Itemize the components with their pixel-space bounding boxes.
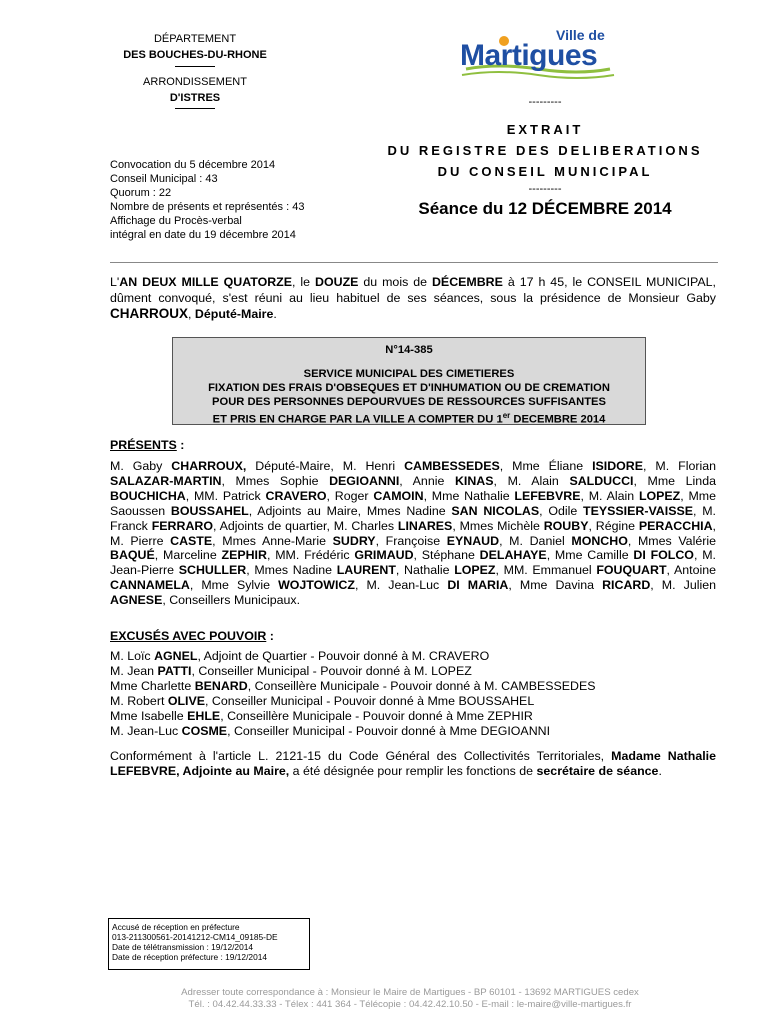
- text: , M. Julien: [650, 578, 716, 593]
- dashes: ---------: [528, 183, 562, 195]
- text: , Odile: [539, 503, 584, 518]
- convocation-line: Convocation du 5 décembre 2014: [110, 159, 276, 171]
- text: , M. Jean-Luc: [354, 578, 448, 593]
- text: , Annie: [399, 473, 455, 488]
- extrait-title: EXTRAIT: [506, 122, 584, 137]
- text: du mois de: [358, 275, 432, 289]
- text: M. Jean-Luc: [110, 724, 182, 738]
- presents-list: [110, 459, 716, 608]
- martigues-logo: [458, 25, 618, 87]
- subject-line: SERVICE MUNICIPAL DES CIMETIERES: [303, 368, 515, 380]
- text: , Françoise: [375, 533, 447, 548]
- text: , Mme Linda: [633, 473, 716, 488]
- convocation-line: Nombre de présents et représentés : 43: [110, 201, 305, 213]
- member-name: FERRARO: [151, 518, 213, 533]
- dashes: ---------: [528, 96, 562, 108]
- secretary-role: secrétaire de séance: [536, 764, 659, 778]
- text: L': [110, 275, 120, 289]
- member-name: LAURENT: [336, 563, 396, 578]
- member-name: KINAS: [454, 473, 494, 488]
- footer: [100, 987, 720, 1011]
- member-name: BOUCHICHA: [110, 488, 186, 503]
- mayor-name: CHARROUX: [110, 306, 189, 321]
- text: , MM. Patrick: [185, 488, 266, 503]
- excused-member: [110, 724, 716, 739]
- receipt-line: Date de réception préfecture : 19/12/2014: [112, 952, 268, 962]
- presents-heading: [110, 438, 184, 452]
- convocation-line: Quorum : 22: [110, 187, 172, 199]
- text: , Mmes Nadine: [246, 563, 337, 578]
- text: , Mme Éliane: [499, 459, 593, 473]
- member-name: LEFEBVRE: [514, 488, 581, 503]
- heading-text: PRÉSENTS: [110, 438, 177, 452]
- convocation-line: intégral en date du 19 décembre 2014: [110, 229, 296, 241]
- arrondissement-name: D'ISTRES: [169, 92, 221, 104]
- member-name: SALAZAR-MARTIN: [110, 473, 222, 488]
- extrait-header: [370, 96, 720, 219]
- subject-line: [173, 409, 645, 427]
- member-name: SCHULLER: [178, 563, 247, 578]
- text: .: [273, 307, 277, 321]
- member-name: BENARD: [194, 679, 248, 693]
- text: , Mmes Valérie: [627, 533, 716, 548]
- text: , M. Jean-Pierre: [110, 548, 716, 578]
- receipt-line: Date de télétransmission : 19/12/2014: [112, 942, 254, 952]
- heading-text: EXCUSÉS AVEC POUVOIR: [110, 629, 267, 643]
- member-name: SALDUCCI: [569, 473, 634, 488]
- text: , Conseillère Municipale - Pouvoir donné à Mme ZEPHIR: [220, 709, 533, 723]
- member-name: ZEPHIR: [221, 548, 267, 563]
- day-text: DOUZE: [315, 275, 359, 289]
- text: ET PRIS EN CHARGE PAR LA VILLE A COMPTER DU 1: [212, 413, 503, 426]
- deliberation-subject-box: [172, 337, 646, 425]
- member-name: LOPEZ: [638, 488, 681, 503]
- member-name: GRIMAUD: [354, 548, 414, 563]
- member-name: RICARD: [602, 578, 651, 593]
- separator: [95, 108, 295, 116]
- member-name: CAMBESSEDES: [404, 459, 500, 473]
- text: , Conseiller Municipal - Pouvoir donné à M. LOPEZ: [191, 664, 472, 678]
- member-name: BOUSSAHEL: [170, 503, 249, 518]
- text: M. Robert: [110, 694, 168, 708]
- text: , Conseillère Municipale - Pouvoir donné à M. CAMBESSEDES: [247, 679, 596, 693]
- member-name: LOPEZ: [454, 563, 496, 578]
- mayor-title: Député-Maire: [194, 307, 274, 321]
- receipt-line: 013-211300561-20141212-CM14_09185-DE: [112, 932, 278, 942]
- text: :: [266, 629, 274, 643]
- text: , Conseiller Municipal - Pouvoir donné à Mme DEGIOANNI: [227, 724, 551, 738]
- member-name: BAQUÉ: [110, 548, 155, 563]
- member-name: OLIVE: [167, 694, 206, 708]
- member-name: AGNEL: [154, 649, 198, 663]
- member-name: FOUQUART: [596, 563, 667, 578]
- member-name: CHARROUX,: [171, 459, 247, 473]
- text: Mme Isabelle: [110, 709, 188, 723]
- divider: [110, 262, 718, 263]
- member-name: EYNAUD: [446, 533, 500, 548]
- secretary-paragraph: [110, 749, 716, 779]
- excuses-heading: [110, 629, 274, 643]
- text: , Roger: [326, 488, 374, 503]
- text: , Marceline: [154, 548, 222, 563]
- member-name: ISIDORE: [592, 459, 644, 473]
- text: , Mmes Anne-Marie: [212, 533, 333, 548]
- deliberation-number: N°14-385: [385, 344, 433, 356]
- excuses-list: [110, 649, 716, 739]
- text: , MM. Emmanuel: [495, 563, 597, 578]
- member-name: CAMOIN: [373, 488, 424, 503]
- text: , MM. Frédéric: [266, 548, 355, 563]
- member-name: AGNESE: [110, 593, 163, 608]
- text: a été désignée pour remplir les fonctions de: [289, 764, 537, 778]
- text: Député-Maire, M. Henri: [246, 459, 405, 473]
- intro-paragraph: [110, 274, 716, 322]
- text: , M. Daniel: [499, 533, 572, 548]
- member-name: CANNAMELA: [110, 578, 190, 593]
- excused-member: [110, 694, 716, 709]
- text: , Adjoints de quartier, M. Charles: [212, 518, 398, 533]
- text: , Mme Camille: [546, 548, 634, 563]
- text: , Adjoints au Maire, Mmes Nadine: [248, 503, 452, 518]
- member-name: PATTI: [157, 664, 192, 678]
- seance-date: Séance du 12 DÉCEMBRE 2014: [418, 199, 672, 218]
- text: , Conseiller Municipal - Pouvoir donné à Mme BOUSSAHEL: [205, 694, 535, 708]
- text: , Conseillers Municipaux.: [162, 593, 301, 608]
- department-name: DES BOUCHES-DU-RHONE: [123, 49, 267, 61]
- member-name: SUDRY: [332, 533, 376, 548]
- text: , Adjoint de Quartier - Pouvoir donné à M. CRAVERO: [197, 649, 490, 663]
- month-text: DÉCEMBRE: [431, 275, 503, 289]
- logo-big-text: Martigues: [460, 39, 598, 72]
- member-name: CASTE: [170, 533, 213, 548]
- excused-member: [110, 679, 716, 694]
- member-name: SAN NICOLAS: [451, 503, 540, 518]
- member-name: DEGIOANNI: [329, 473, 400, 488]
- member-name: TEYSSIER-VAISSE: [583, 503, 693, 518]
- text: , M. Pierre: [110, 518, 716, 548]
- member-name: MONCHO: [571, 533, 628, 548]
- text: DECEMBRE 2014: [510, 413, 606, 426]
- text: .: [658, 764, 662, 778]
- text: M. Jean: [110, 664, 158, 678]
- subject-line: POUR DES PERSONNES DEPOURVUES DE RESSOURCES SUFFISANTES: [212, 396, 606, 408]
- excused-member: [110, 709, 716, 724]
- member-name: CRAVERO: [265, 488, 327, 503]
- member-name: LINARES: [397, 518, 453, 533]
- text: :: [176, 438, 185, 452]
- member-name: DI FOLCO: [633, 548, 694, 563]
- text: , Antoine: [666, 563, 716, 578]
- footer-contact: Tél. : 04.42.44.33.33 - Télex : 441 364 - Télécopie : 04.42.42.10.50 - E-mail : le-maire@ville-martigues.fr: [188, 999, 632, 1010]
- text: , Nathalie: [395, 563, 455, 578]
- text: M. Gaby: [110, 459, 172, 473]
- text: , le: [292, 275, 316, 289]
- text: , M. Alain: [580, 488, 639, 503]
- text: Mme Charlette: [110, 679, 195, 693]
- text: ,: [188, 307, 195, 321]
- text: , Mme Davina: [508, 578, 603, 593]
- text: , Mmes Michèle: [452, 518, 544, 533]
- text: , Mmes Sophie: [221, 473, 330, 488]
- member-name: PERACCHIA: [638, 518, 713, 533]
- text: , M. Alain: [493, 473, 570, 488]
- convocation-line: Affichage du Procès-verbal: [110, 215, 242, 227]
- member-name: ROUBY: [543, 518, 589, 533]
- separator: [95, 66, 295, 74]
- text: à 17 h 45, le CONSEIL MUNICIPAL, dûment convoqué, s'est réuni au lieu habituel de ses séances, sous la présidence de Monsieur Gaby: [110, 275, 716, 305]
- text: , M. Florian: [643, 459, 717, 473]
- text: , Mme Saoussen: [110, 488, 717, 518]
- excused-member: [110, 664, 716, 679]
- arrondissement-label: ARRONDISSEMENT: [143, 76, 247, 88]
- text: , Stéphane: [413, 548, 480, 563]
- secretary-name: Madame Nathalie LEFEBVRE, Adjointe au Maire,: [110, 749, 716, 778]
- excused-member: [110, 649, 716, 664]
- member-name: EHLE: [187, 709, 221, 723]
- department-label: DÉPARTEMENT: [153, 33, 237, 45]
- superscript: er: [502, 411, 511, 420]
- logo-small-text: Ville de: [556, 27, 605, 43]
- conseil-title: DU CONSEIL MUNICIPAL: [437, 164, 653, 179]
- text: , Mme Nathalie: [423, 488, 515, 503]
- year-text: AN DEUX MILLE QUATORZE: [119, 275, 293, 289]
- prefecture-receipt-box: [108, 918, 310, 970]
- convocation-line: Conseil Municipal : 43: [110, 173, 218, 185]
- text: , Régine: [588, 518, 639, 533]
- text: M. Loïc: [110, 649, 155, 663]
- subject-line: FIXATION DES FRAIS D'OBSEQUES ET D'INHUMATION OU DE CREMATION: [208, 382, 610, 394]
- member-name: DI MARIA: [447, 578, 509, 593]
- member-name: DELAHAYE: [479, 548, 547, 563]
- registre-title: DU REGISTRE DES DELIBERATIONS: [387, 143, 703, 158]
- member-name: COSME: [181, 724, 228, 738]
- text: , Mme Sylvie: [189, 578, 279, 593]
- text: , M. Franck: [110, 503, 716, 533]
- footer-address: Adresser toute correspondance à : Monsieur le Maire de Martigues - BP 60101 - 13692 MARTIGUES cedex: [181, 987, 639, 998]
- convocation-info: [110, 158, 340, 242]
- text: Conformément à l'article L. 2121-15 du Code Général des Collectivités Territoriales,: [110, 749, 612, 763]
- member-name: WOJTOWICZ: [278, 578, 355, 593]
- receipt-line: Accusé de réception en préfecture: [112, 922, 240, 932]
- department-header: [95, 31, 295, 116]
